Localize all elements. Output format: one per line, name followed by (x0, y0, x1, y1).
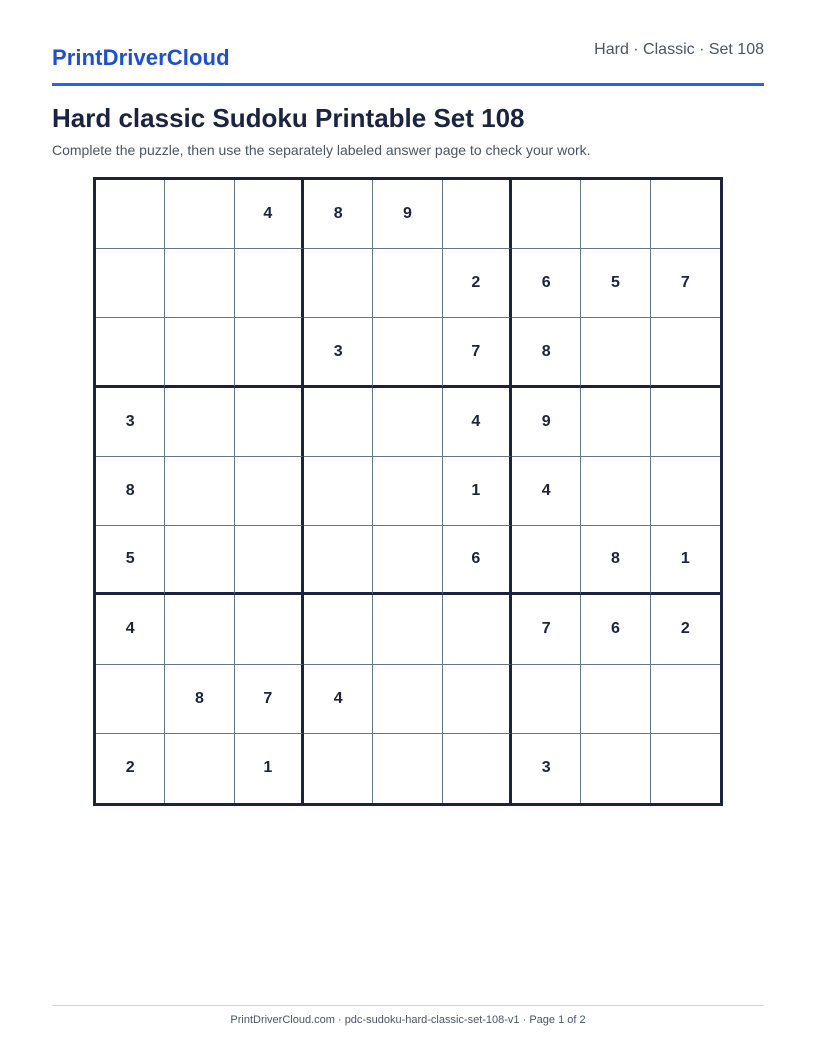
sudoku-cell: 4 (443, 388, 512, 457)
sudoku-cell (443, 180, 512, 249)
sudoku-cell (651, 318, 720, 387)
sudoku-cell: 1 (651, 526, 720, 595)
sudoku-cell: 6 (512, 249, 581, 318)
sudoku-cell: 8 (512, 318, 581, 387)
puzzle-meta: Hard · Classic · Set 108 (594, 41, 764, 58)
sudoku-cell: 6 (581, 595, 650, 664)
sudoku-cell: 8 (96, 457, 165, 526)
sudoku-cell (165, 526, 234, 595)
sudoku-cell (96, 180, 165, 249)
sudoku-cell: 2 (96, 734, 165, 803)
sudoku-cell (651, 388, 720, 457)
sudoku-cell: 9 (373, 180, 442, 249)
sudoku-cell (373, 249, 442, 318)
sudoku-cell (165, 457, 234, 526)
sudoku-cell: 3 (304, 318, 373, 387)
sudoku-cell: 7 (235, 665, 304, 734)
sudoku-cell (165, 180, 234, 249)
sudoku-cell (96, 318, 165, 387)
sudoku-cell (235, 249, 304, 318)
sudoku-cell (443, 665, 512, 734)
sudoku-cell (581, 457, 650, 526)
sudoku-cell: 3 (512, 734, 581, 803)
sudoku-cell (373, 595, 442, 664)
sudoku-cell (651, 734, 720, 803)
sudoku-cell: 7 (512, 595, 581, 664)
sudoku-cell (96, 665, 165, 734)
sudoku-cell (373, 388, 442, 457)
sudoku-cell (581, 388, 650, 457)
header-divider (52, 83, 764, 86)
sudoku-cell: 1 (235, 734, 304, 803)
sudoku-cell: 2 (443, 249, 512, 318)
sudoku-cell (165, 318, 234, 387)
sudoku-cell: 4 (235, 180, 304, 249)
sudoku-cell (581, 180, 650, 249)
sudoku-cell (165, 388, 234, 457)
sudoku-cell: 5 (96, 526, 165, 595)
page-footer: PrintDriverCloud.com · pdc-sudoku-hard-classic-set-108-v1 · Page 1 of 2 (230, 1014, 586, 1026)
sudoku-cell (373, 457, 442, 526)
sudoku-cell (165, 595, 234, 664)
sudoku-cell: 2 (651, 595, 720, 664)
sudoku-cell (651, 180, 720, 249)
sudoku-cell (373, 526, 442, 595)
sudoku-cell (512, 665, 581, 734)
sudoku-cell: 3 (96, 388, 165, 457)
brand-logo-text: PrintDriverCloud (52, 45, 230, 70)
sudoku-cell (235, 318, 304, 387)
sudoku-cell (304, 595, 373, 664)
sudoku-cell (235, 457, 304, 526)
sudoku-cell (512, 526, 581, 595)
sudoku-cell (512, 180, 581, 249)
page-header (52, 38, 764, 86)
sudoku-cell (581, 665, 650, 734)
page-subtitle: Complete the puzzle, then use the separately labeled answer page to check your work. (52, 142, 591, 158)
sudoku-cell (651, 665, 720, 734)
sudoku-cell (373, 318, 442, 387)
sudoku-grid (93, 177, 723, 806)
sudoku-cell: 6 (443, 526, 512, 595)
sudoku-cell (304, 526, 373, 595)
sudoku-cell: 4 (304, 665, 373, 734)
sudoku-cell (651, 457, 720, 526)
sudoku-cell (235, 388, 304, 457)
sudoku-cell (304, 457, 373, 526)
sudoku-cell (96, 249, 165, 318)
sudoku-cell: 8 (581, 526, 650, 595)
footer-divider (52, 1005, 764, 1006)
sudoku-cell (443, 595, 512, 664)
sudoku-cell (235, 526, 304, 595)
sudoku-cell (443, 734, 512, 803)
sudoku-cell (165, 734, 234, 803)
sudoku-cell: 4 (512, 457, 581, 526)
sudoku-cell (304, 388, 373, 457)
page-title: Hard classic Sudoku Printable Set 108 (52, 103, 525, 133)
sudoku-cell (304, 734, 373, 803)
sudoku-cell (165, 249, 234, 318)
sudoku-cell: 9 (512, 388, 581, 457)
sudoku-cell (235, 595, 304, 664)
sudoku-cell: 7 (651, 249, 720, 318)
sudoku-cell: 8 (165, 665, 234, 734)
sudoku-cell: 7 (443, 318, 512, 387)
sudoku-cell (304, 249, 373, 318)
sudoku-cell (581, 318, 650, 387)
sudoku-cell: 1 (443, 457, 512, 526)
sudoku-cell (581, 734, 650, 803)
sudoku-cell: 8 (304, 180, 373, 249)
sudoku-cell: 4 (96, 595, 165, 664)
sudoku-cell (373, 665, 442, 734)
sudoku-cell: 5 (581, 249, 650, 318)
sudoku-cell (373, 734, 442, 803)
